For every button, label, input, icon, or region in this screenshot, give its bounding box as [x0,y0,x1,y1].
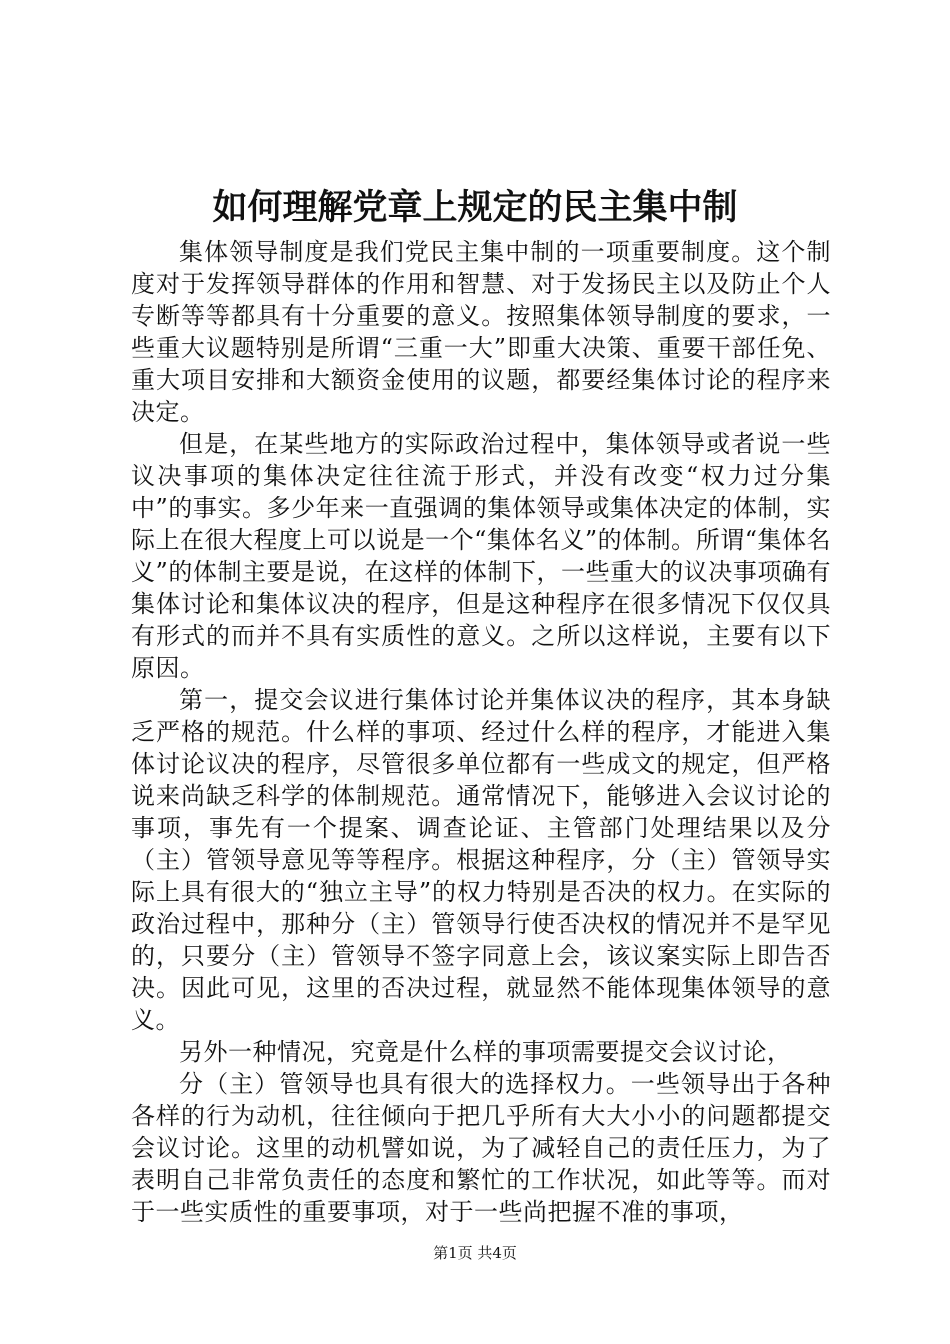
page-number-footer: 第1页 共4页 [433,1244,517,1262]
paragraph-2: 但是，在某些地方的实际政治过程中，集体领导或者说一些议决事项的集体决定往往流于形式，并没有改变“权力过分集中”的事实。多少年来一直强调的集体领导或集体决定的体制，实际上在很大程度上可以说是一个“集体名义”的体制。所谓“集体名义”的体制主要是说，在这样的体制下，一些重大的议决事项确有集体讨论和集体议决的程序，但是这种程序在很多情况下仅仅具有形式的而并不具有实质性的意义。之所以这样说，主要有以下原因。 [131,430,831,682]
document-title: 如何理解党章上规定的民主集中制 [212,187,738,228]
paragraph-5: 分（主）管领导也具有很大的选择权力。一些领导出于各种各样的行为动机，往往倾向于把几乎所有大大小小的问题都提交会议讨论。这里的动机譬如说，为了减轻自己的责任压力，为了表明自己非常负责任的态度和繁忙的工作状况，如此等等。而对于一些实质性的重要事项，对于一些尚把握不准的事项， [131,1070,831,1226]
document-body [131,236,831,1228]
paragraph-3: 第一，提交会议进行集体讨论并集体议决的程序，其本身缺乏严格的规范。什么样的事项、经过什么样的程序，才能进入集体讨论议决的程序，尽管很多单位都有一些成文的规定，但严格说来尚缺乏科学的体制规范。通常情况下，能够进入会议讨论的事项，事先有一个提案、调查论证、主管部门处理结果以及分（主）管领导意见等等程序。根据这种程序，分（主）管领导实际上具有很大的“独立主导”的权力特别是否决的权力。在实际的政治过程中，那种分（主）管领导行使否决权的情况并不是罕见的，只要分（主）管领导不签字同意上会，该议案实际上即告否决。因此可见，这里的否决过程，就显然不能体现集体领导的意义。 [131,686,831,1034]
paragraph-1: 集体领导制度是我们党民主集中制的一项重要制度。这个制度对于发挥领导群体的作用和智慧、对于发扬民主以及防止个人专断等等都具有十分重要的意义。按照集体领导制度的要求，一些重大议题特别是所谓“三重一大”即重大决策、重要干部任免、重大项目安排和大额资金使用的议题，都要经集体讨论的程序来决定。 [131,238,831,426]
paragraph-4: 另外一种情况，究竟是什么样的事项需要提交会议讨论， [179,1038,792,1066]
